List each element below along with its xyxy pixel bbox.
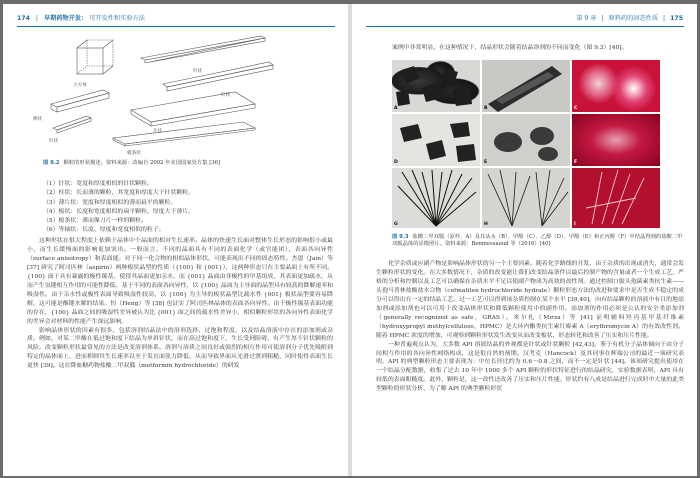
shape-label-cube: 立方体 <box>73 83 87 88</box>
micrograph-e <box>482 114 570 166</box>
micrograph-a <box>392 60 480 112</box>
panel-label-i: I <box>574 222 576 227</box>
micrograph-i-needles <box>572 168 660 228</box>
panel-label-h: H <box>484 222 488 227</box>
paragraph: 这种形状在很大程度上依赖于晶体中个晶面的相对生长速率。晶体的快速生长面对整体生长形态的影响很小或最小，而生长缓慢面的影响更加突出。一般而言，不同的晶面具有不同的表面化学（或官能团）、表面各向异性（surface anisotropy）和表面能。对于同一化合物的相似晶体形状，可能表现出不同的固态特性。杰恩（Jain）等 [37] 研究了阿司匹林（aspirin）两种板状晶型的性质（{100} 和 {001}），这两种形态只在主要晶面上有所不同。{100} 面于具有暴露的极性羰基，使得其晶面更加亲水，而 {001} 晶面由非极性的甲基组成，其表面更加疏水，从而产生氢键相互作用的可能性降低。基于不同的表面各向异性，以 {100} 晶面为主导面的晶型具有较高的降解速率和吸湿性。由于亲水性或极性表面导致吸湿性较高，以 {100} 为主导的板状晶型比疏水性 {001} 板状晶型要容易降解，这可能是酯键水解的结果。恒（Heng）等 [38] 也证实了阿司匹林晶体的表面各向异性。由于极性羰基表面功能的存在，{100} 晶面之间的吸湿性差异被认为比 {001} 面之间的疏水性差异小，相似颗粒形状的各向异性表面化学的差异会对材料的性能产生深远影响。 <box>27 238 333 325</box>
right-running-header: 第 9 章 | 原料药的固态性质 | 175 <box>576 15 683 22</box>
micrograph-h <box>482 168 570 228</box>
micrograph-g <box>392 168 480 228</box>
list-item: （1）针状：宽度和厚度相似的针状颗粒。 <box>43 181 153 187</box>
micrograph-f <box>572 114 660 166</box>
left-body-text <box>27 237 333 473</box>
panel-label-b: B <box>484 106 488 111</box>
micrograph-g-needles <box>392 168 480 228</box>
shape-label-needle-top: 针状 <box>193 69 203 74</box>
chapter-title: 原料药的固态性质 <box>608 15 659 22</box>
shape-label-needle-middle: 针状 <box>221 93 231 98</box>
figure-9-3-caption-text: 盐酸二甲双胍（原样，A）及其从水（B）、甲醇（C）、乙醇（D）、甲醇（E）和正丙醇（F）中结晶得到的盐酸二甲双胍晶体的显微照片。资料来源：Benmessaoud 等（2016）[40] <box>392 234 683 248</box>
shape-label-lath: 板条状 <box>127 151 141 156</box>
left-page-number: 174 <box>17 15 30 22</box>
micrograph-e-particles <box>482 114 570 166</box>
panel-label-g: G <box>394 222 398 227</box>
paragraph: 化学杂质或应副产物是影响晶体形状的另一个主要因素。随着化学路线的开发，由于杂质的出现或消失，通常会发生颗粒形状的变化。在大多数情况下，杂质的改变能让我们改变结晶条件以最后控制产物的含量或者一个生成工艺，严格的分析和控制以及工艺可以确保在杂质水平不足以使副产物成为高效的改性剂。通过控制口服头孢菌素类抗生素——头孢马普林盐酸盐水合物（cefmatilen hydrochloride hydrate）颗粒形态方法的改进和要求中是否生成不稳定的成分可以得出在一定的结晶工艺、过一工艺可以得到该杂质控制在某个水平 [39,40]。向有结晶颗粒的溶液中有目的地添加剂或添加剂也可以可用于改变晶体形状和降低颗粒使用中的副作用。添加剂的作用必须是公认的安全类添加剂（generally recognized as safe，GRAS）。米尔扎（Mirza）等 [41] 证明辅料羟丙基甲基纤维素（hydroxypropyl methylcellulose，HPMC）是大环内酯类抗生素红霉素 A（erythromycin A）的有效改性剂。随着 HPMC 浓度的增加，可观察到颗粒形状发生改变从而改变板状、形态转化和改善了压实和压片性能。 <box>376 261 684 339</box>
paragraph: 一种普遍观点认为，大多数 API 溶液结晶的外观都是针状或针状颗粒 [42,43]。鉴于有机分子晶体倾向于由分子间相互作用的各向异性网络构成，这是很自然的预期。汉考克（Hancock）及其同事在辉瑞公司的最近一项研究表明，API 的典型颗粒形态主要表现为：中位长径比约为 0.6～0.8 之间，而不一定是针状 [44]。该项研究提出使用在一个结晶分配数据，收集了过去 10 年中 1000 多个 API 颗粒的形状特征进行的结晶研究，实验数据表明，API 具有较低的表面粗糙度。此外，颗粒是，这一改性还改善了压实和压片性能。形状约有八成是结晶进行完成时中大量的此类型颗粒的形状分析，为了解 API 的典型颗粒形状 <box>376 341 684 393</box>
shape-definitions-list <box>43 180 333 236</box>
left-book-title: 早期药物开发： <box>43 15 88 22</box>
chapter-label: 第 9 章 <box>576 15 597 22</box>
micrograph-d-particles <box>392 114 480 166</box>
left-page <box>3 4 348 476</box>
list-item: （4）板状：长度和宽度相似的扁平颗粒，厚度大于薄片。 <box>43 208 195 215</box>
lath-shape <box>113 122 255 146</box>
left-running-header: 174 | 早期药物开发： 可开发性和实验方法 <box>17 15 145 22</box>
needle-shape-top <box>141 36 265 63</box>
micrograph-b-crystal <box>482 60 570 112</box>
intro-paragraph: 案例中非常明显，在这种情况下，结晶形状会随着结晶溶剂的不同而变化（图 9.3）[40]。 <box>392 45 628 51</box>
panel-label-f: F <box>574 160 578 165</box>
figure-9-2-caption-text: 颗粒的形状描述，资料来源：改编自 2002 年美国国家处方集 [36] <box>63 160 221 166</box>
panel-label-a: A <box>394 106 398 111</box>
micrograph-d <box>392 114 480 166</box>
figure-9-2-caption <box>43 160 333 167</box>
shape-label-plate: 片状 <box>153 129 163 134</box>
left-header-rule <box>17 26 335 27</box>
figure-9-2-number: 图 9.2 <box>43 160 60 166</box>
figure-9-3-caption <box>392 234 684 248</box>
particle-shapes-figure <box>43 32 313 154</box>
needle-shape-middle <box>163 62 273 91</box>
figure-9-3-number: 图 9.3 <box>392 234 409 240</box>
right-intro-text <box>392 44 684 53</box>
list-item: （5）板条状：薄而像刀片一样的颗粒。 <box>43 218 147 225</box>
shape-label-rod: 棒状 <box>33 117 43 122</box>
panel-label-e: E <box>484 160 488 165</box>
list-item: （6）等轴状：长度、厚度和宽度相似的粒子。 <box>43 227 165 234</box>
shape-label-needle-lower: 针状 <box>49 139 59 144</box>
right-header-rule <box>366 26 684 27</box>
micrograph-b <box>482 60 570 112</box>
micrograph-h-needles <box>482 168 570 228</box>
needle-shape-lower <box>53 116 91 133</box>
paragraph: 影响晶体形状的因素有很多，包括溶剂结晶法中的溶剂选择、过饱和程度，以及结晶溶液中存在的添加剂或杂质。例如，对某二甲酸在低过饱和度下结晶为单斜针状，而在高过饱和度下，生长受到阻碍，有产生厚不针状颗粒的风险。改变颗粒形状最常见的方法是改变溶剂体系。溶剂与溶质之间良好或强烈的相互作用可使溶剂分子优先吸附到特定的晶体面上，进而抑制其生长速率以至于发育面张力降低，从而导致界面从光滑过渡到粗糙，同时使得表面生长更快 [39]。这在降血糖药物盐酸二甲双胍（metformin hydrochloride）的研发 <box>27 327 333 370</box>
right-page <box>352 4 697 476</box>
plate-shape <box>131 92 255 126</box>
right-body-text <box>376 260 684 473</box>
right-page-number: 175 <box>670 15 683 22</box>
micrograph-c <box>572 60 660 112</box>
panel-label-c: C <box>574 106 578 111</box>
cube-shape <box>77 40 113 74</box>
left-book-subtitle: 可开发性和实验方法 <box>89 15 145 22</box>
list-item: （2）柱状：长而薄的颗粒，其宽度和厚度大于针状颗粒。 <box>43 190 195 197</box>
micrograph-i <box>572 168 660 228</box>
panel-label-d: D <box>394 160 398 165</box>
list-item: （3）薄片状：宽度和厚度相似的薄而扁平的颗粒。 <box>43 199 177 206</box>
micrograph-a-particles <box>392 60 480 112</box>
rod-shape <box>51 90 109 112</box>
